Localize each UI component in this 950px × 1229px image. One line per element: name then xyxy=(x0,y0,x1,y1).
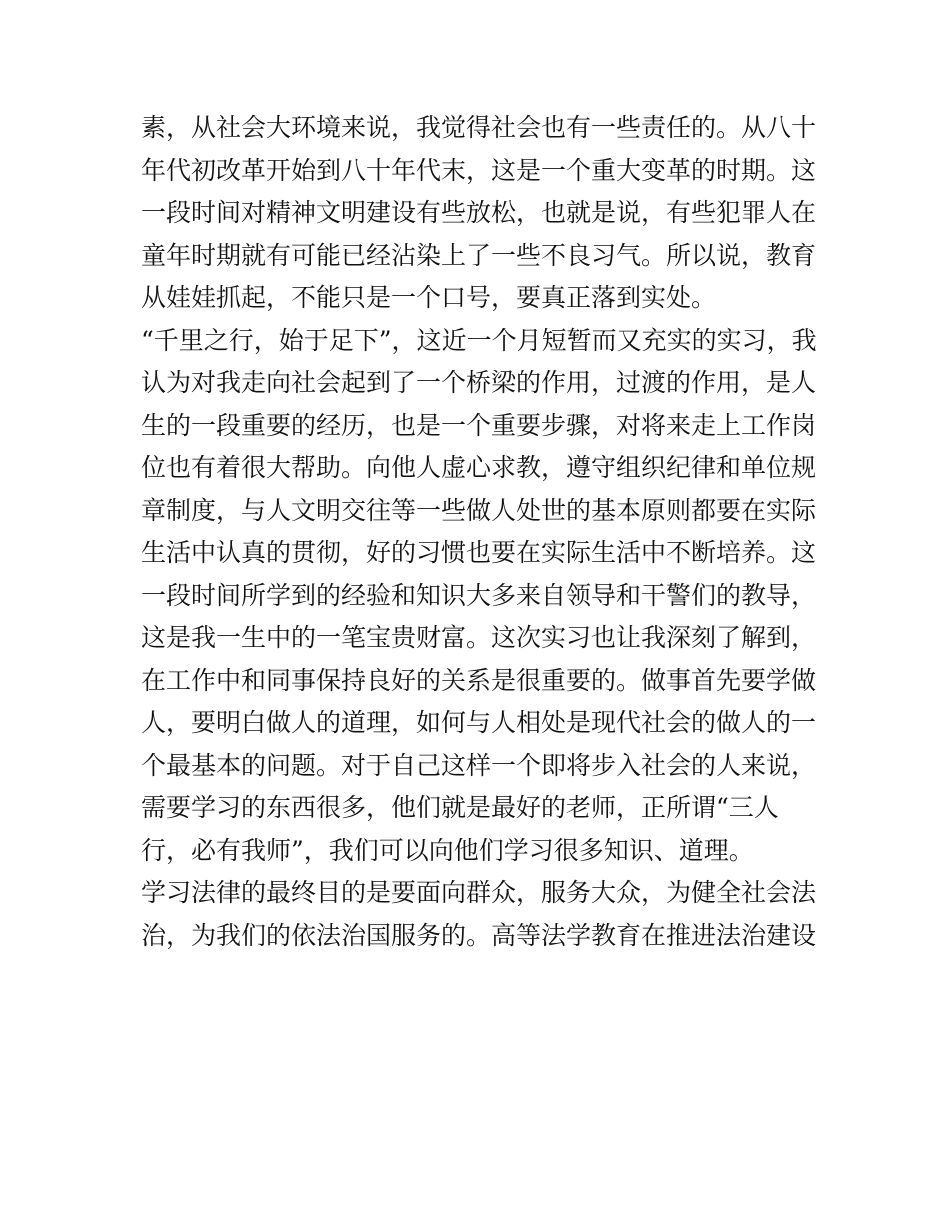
text-line: 童年时期就有可能已经沾染上了一些不良习气。所以说，教育 xyxy=(141,240,817,270)
text-line: “千里之行，始于足下”，这近一个月短暂而又充实的实习，我 xyxy=(141,325,817,355)
text-line: 位也有着很大帮助。向他人虚心求教，遵守组织纪律和单位规 xyxy=(141,453,817,482)
text-line: 个最基本的问题。对于自己这样一个即将步入社会的人来说， xyxy=(141,750,817,780)
text-line: 从娃娃抓起，不能只是一个口号，要真正落到实处。 xyxy=(141,283,717,312)
text-line: 认为对我走向社会起到了一个桥梁的作用，过渡的作用，是人 xyxy=(141,368,817,397)
text-line: 生活中认真的贯彻，好的习惯也要在实际生活中不断培养。这 xyxy=(141,538,817,567)
text-line: 一段时间所学到的经验和知识大多来自领导和干警们的教导， xyxy=(141,580,817,610)
text-line: 人，要明白做人的道理，如何与人相处是现代社会的做人的一 xyxy=(141,708,817,737)
text-line: 章制度，与人文明交往等一些做人处世的基本原则都要在实际 xyxy=(141,495,817,525)
body-text xyxy=(141,107,821,957)
text-line: 需要学习的东西很多，他们就是最好的老师，正所谓“三人 xyxy=(141,793,779,822)
text-line: 行，必有我师”，我们可以向他们学习很多知识、道理。 xyxy=(141,835,754,865)
text-line: 在工作中和同事保持良好的关系是很重要的。做事首先要学做 xyxy=(141,665,817,695)
text-line: 年代初改革开始到八十年代末，这是一个重大变革的时期。这 xyxy=(141,155,817,185)
text-line: 素，从社会大环境来说，我觉得社会也有一些责任的。从八十 xyxy=(141,113,817,142)
text-line: 治，为我们的依法治国服务的。高等法学教育在推进法治建设 xyxy=(141,920,817,950)
text-line: 生的一段重要的经历，也是一个重要步骤，对将来走上工作岗 xyxy=(141,410,817,440)
text-line: 这是我一生中的一笔宝贵财富。这次实习也让我深刻了解到， xyxy=(141,623,817,652)
text-line: 学习法律的最终目的是要面向群众，服务大众，为健全社会法 xyxy=(141,878,817,907)
text-line: 一段时间对精神文明建设有些放松，也就是说，有些犯罪人在 xyxy=(141,198,817,227)
